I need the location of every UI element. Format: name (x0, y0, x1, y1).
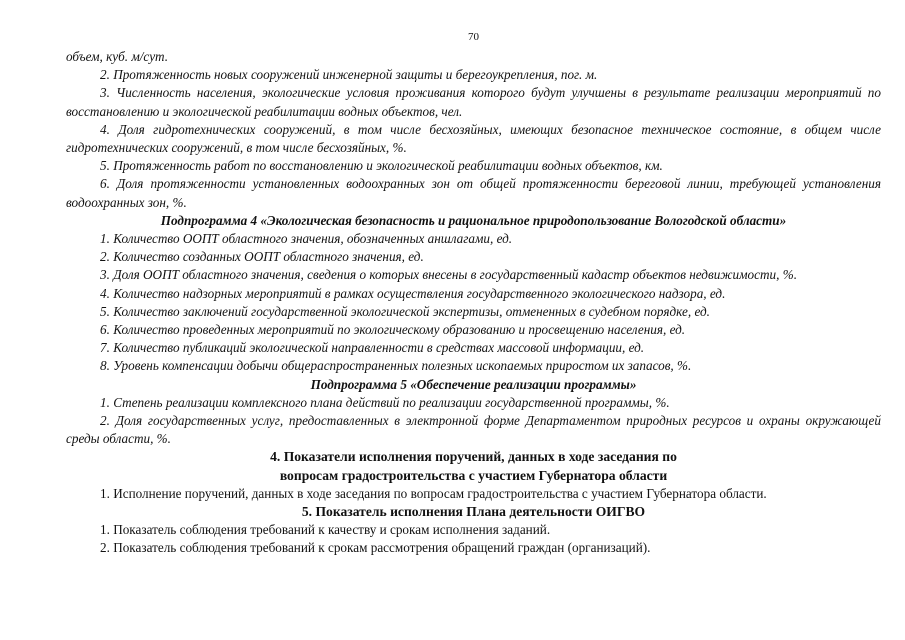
subprogram4-heading: Подпрограмма 4 «Экологическая безопасность и рациональное природопользование Вологодской области» (160, 212, 787, 228)
list-item: 2. Количество созданных ООПТ областного значения, ед. (100, 249, 424, 265)
list-item: 3. Численность населения, экологические условия проживания которого будут улучшены в результате реализации мероприятий по восстановлению и экологической реабилитации водных объектов, чел. (66, 85, 881, 119)
page-number: 70 (468, 31, 479, 43)
list-item: 5. Количество заключений государственной экологической экспертизы, отмененных в судебном порядке, ед. (100, 303, 710, 319)
list-item: 4. Количество надзорных мероприятий в рамках осуществления государственного экологического надзора, ед. (100, 285, 726, 301)
subprogram5-heading: Подпрограмма 5 «Обеспечение реализации программы» (310, 376, 637, 392)
section4-heading-line2: вопросам градостроительства с участием Губернатора области (279, 467, 668, 483)
list-item: 3. Доля ООПТ областного значения, сведения о которых внесены в государственный кадастр объектов недвижимости, %. (100, 267, 798, 283)
indicator-list-top (66, 48, 881, 448)
list-item: 8. Уровень компенсации добычи общераспространенных полезных ископаемых приростом их запасов, %. (100, 358, 692, 374)
section-4 (66, 448, 881, 503)
list-item: 1. Степень реализации комплексного плана действий по реализации государственной программы, %. (100, 394, 670, 410)
list-item: 2. Доля государственных услуг, предоставленных в электронной форме Департаментом природных ресурсов и охраны окружающей среды области, %. (66, 413, 881, 447)
section4-heading-line1: 4. Показатели исполнения поручений, данных в ходе заседания по (270, 449, 677, 465)
section5-heading: 5. Показатель исполнения Плана деятельности ОИГВО (301, 504, 646, 520)
document-page (66, 30, 881, 558)
list-item: объем, куб. м/сут. (66, 49, 169, 64)
list-item: 6. Доля протяженности установленных водоохранных зон от общей протяженности береговой линии, требующей установления водоохранных зон, %. (66, 176, 881, 210)
section-5 (66, 503, 881, 558)
list-item: 2. Протяженность новых сооружений инженерной защиты и берегоукрепления, пог. м. (100, 67, 598, 83)
list-item: 1. Показатель соблюдения требований к качеству и срокам исполнения заданий. (100, 522, 551, 538)
list-item: 6. Количество проведенных мероприятий по экологическому образованию и просвещению населения, ед. (100, 322, 686, 338)
list-item: 7. Количество публикаций экологической направленности в средствах массовой информации, ед. (100, 340, 645, 356)
list-item: 5. Протяженность работ по восстановлению и экологической реабилитации водных объектов, км. (100, 158, 663, 174)
list-item: 1. Количество ООПТ областного значения, обозначенных аншлагами, ед. (100, 231, 513, 247)
list-item: 2. Показатель соблюдения требований к срокам рассмотрения обращений граждан (организаций). (100, 540, 651, 556)
list-item: 4. Доля гидротехнических сооружений, в том числе бесхозяйных, имеющих безопасное техническое состояние, в общем числе гидротехнических сооружений, в том числе бесхозяйных, %. (66, 121, 881, 156)
list-item: 1. Исполнение поручений, данных в ходе заседания по вопросам градостроительства с участием Губернатора области. (100, 485, 767, 501)
